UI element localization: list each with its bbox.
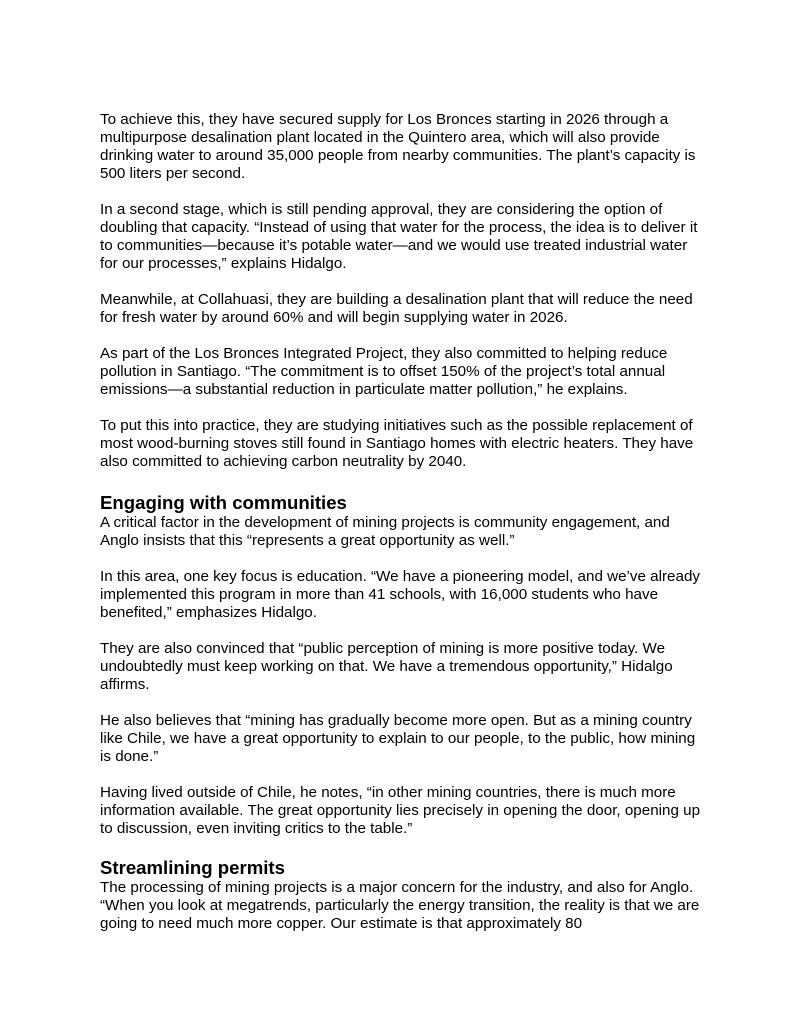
paragraph-emissions-offset: As part of the Los Bronces Integrated Project, they also committed to helping reduce pollution in Santiago. “The commitment is to offset 150% of the project’s total annual emissions—a substantial reduction in particulate matter pollution,” he explains.	[100, 345, 668, 398]
paragraph-carbon-neutrality: To put this into practice, they are studying initiatives such as the possible replacement of most wood-burning stoves still found in Santiago homes with electric heaters. They have also committed to achieving carbon neutrality by 2040.	[100, 417, 694, 470]
paragraph-collahuasi: Meanwhile, at Collahuasi, they are building a desalination plant that will reduce the need for fresh water by around 60% and will begin supplying water in 2026.	[100, 291, 693, 326]
paragraph-education: In this area, one key focus is education. “We have a pioneering model, and we’ve already implemented this program in more than 41 schools, with 16,000 students who have benefited,” emphasizes Hidalgo.	[100, 568, 700, 621]
paragraph-second-stage: In a second stage, which is still pending approval, they are considering the option of doubling that capacity. “Instead of using that water for the process, the idea is to deliver it to communities—because it’s potable water—and we would use treated industrial water for our processes,” explains Hidalgo.	[100, 201, 698, 272]
paragraph-permits-processing: The processing of mining projects is a major concern for the industry, and also for Anglo. “When you look at megatrends, particularly the energy transition, the reality is that we are going to need much more copper. Our estimate is that approximately 80	[100, 879, 700, 932]
article-page	[100, 111, 705, 951]
paragraph-public-perception: They are also convinced that “public perception of mining is more positive today. We undoubtedly must keep working on that. We have a tremendous opportunity,” Hidalgo affirms.	[100, 640, 673, 693]
paragraph-mining-openness: He also believes that “mining has gradually become more open. But as a mining country like Chile, we have a great opportunity to explain to our people, to the public, how mining is done.”	[100, 712, 696, 765]
heading-engaging-communities: Engaging with communities	[100, 492, 347, 513]
heading-streamlining-permits: Streamlining permits	[100, 857, 285, 878]
paragraph-community-engagement: A critical factor in the development of mining projects is community engagement, and Anglo insists that this “represents a great opportunity as well.”	[100, 514, 670, 549]
paragraph-information-availability: Having lived outside of Chile, he notes, “in other mining countries, there is much more information available. The great opportunity lies precisely in opening the door, opening up to discussion, even inviting critics to the table.”	[100, 784, 701, 837]
paragraph-desalination-supply: To achieve this, they have secured supply for Los Bronces starting in 2026 through a multipurpose desalination plant located in the Quintero area, which will also provide drinking water to around 35,000 people from nearby communities. The plant’s capacity is 500 liters per second.	[100, 111, 696, 182]
